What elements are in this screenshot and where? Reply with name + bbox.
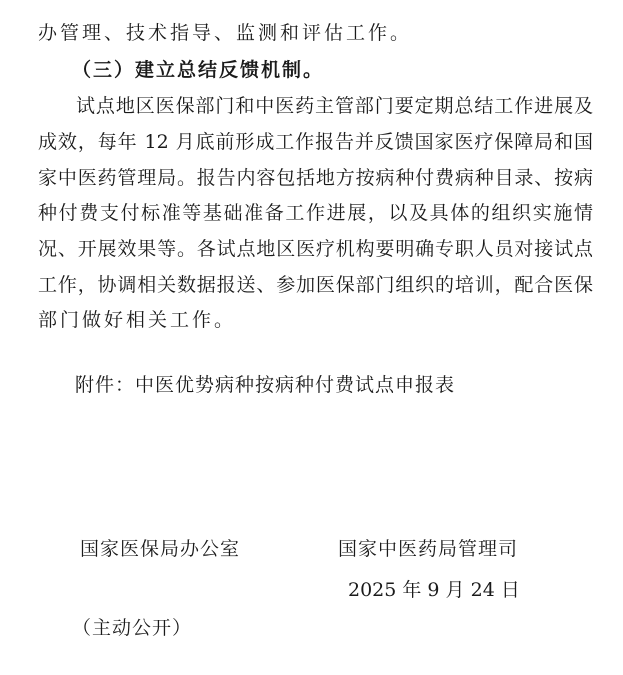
paragraph-line: 况、开展效果等。各试点地区医疗机构要明确专职人员对接试点 (38, 238, 593, 260)
section-heading: （三）建立总结反馈机制。 (72, 59, 325, 81)
paragraph-line: 成效，每年 12 月底前形成工作报告并反馈国家医疗保障局和国 (38, 131, 593, 153)
body-line-1: 办管理、技术指导、监测和评估工作。 (38, 22, 413, 44)
disclosure-note: （主动公开） (72, 617, 193, 639)
signature-left: 国家医保局办公室 (80, 538, 241, 560)
attachment-note: 附件：中医优势病种按病种付费试点申报表 (75, 374, 456, 396)
paragraph-line: 试点地区医保部门和中医药主管部门要定期总结工作进展及 (76, 95, 593, 117)
signature-date: 2025 年 9 月 24 日 (348, 579, 520, 601)
paragraph-line: 部门做好相关工作。 (38, 309, 237, 331)
paragraph-line: 家中医药管理局。报告内容包括地方按病种付费病种目录、按病 (38, 167, 593, 189)
paragraph-line: 工作，协调相关数据报送、参加医保部门组织的培训，配合医保 (38, 274, 593, 296)
signature-right: 国家中医药局管理司 (338, 538, 519, 560)
paragraph-line: 种付费支付标准等基础准备工作进展，以及具体的组织实施情 (38, 202, 593, 224)
